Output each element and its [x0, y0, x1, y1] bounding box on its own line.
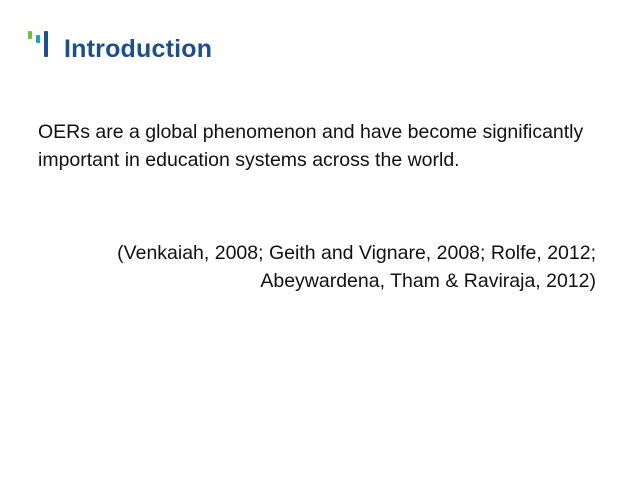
- logo-bar-teal: [36, 35, 40, 43]
- logo-bar-green: [28, 31, 32, 39]
- citation: [117, 239, 596, 295]
- citation-line: Abeywardena, Tham & Raviraja, 2012): [260, 270, 596, 292]
- brand-bars-logo-icon: [28, 31, 56, 59]
- body-paragraph: OERs are a global phenomenon and have become significantly important in education systems across the world.: [38, 121, 584, 171]
- citation-line: (Venkaiah, 2008; Geith and Vignare, 2008; Rolfe, 2012;: [117, 242, 596, 264]
- slide-title: Introduction: [64, 35, 213, 63]
- logo-bar-blue: [44, 31, 48, 57]
